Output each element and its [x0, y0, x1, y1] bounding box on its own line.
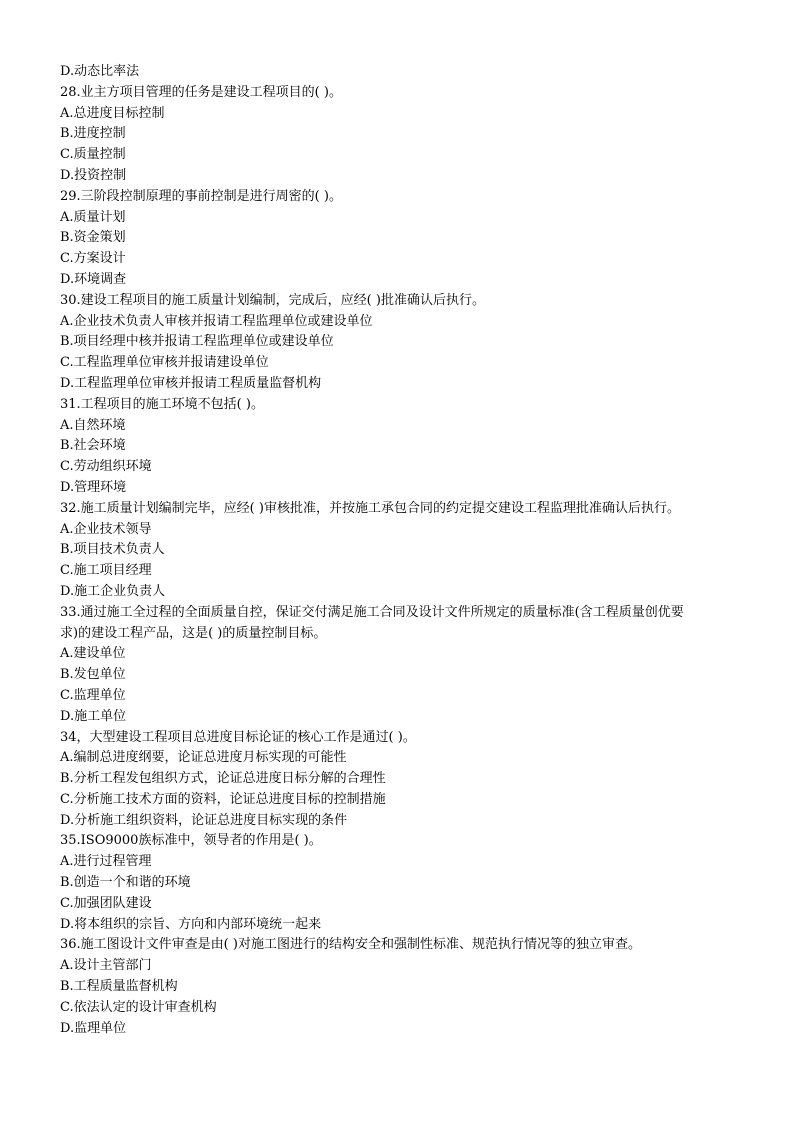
- option-line: B.分析工程发包组织方式，论证总进度日标分解的合理性: [60, 771, 386, 787]
- option-line: B.资金策划: [60, 230, 126, 246]
- option-line: C.监理单位: [60, 687, 126, 703]
- question-line: 30.建设工程项目的施工质量计划编制，完成后，应经( )批准确认后执行。: [60, 292, 485, 308]
- question-line: 32.施工质量计划编制完毕，应经( )审核批准，并按施工承包合同的约定提交建设工程监理批准确认后执行。: [60, 500, 680, 516]
- option-line: C.依法认定的设计审查机构: [60, 999, 217, 1015]
- option-line: B.创造一个和谐的环境: [60, 875, 191, 891]
- option-line: A.自然环境: [60, 417, 126, 433]
- option-line: A.建设单位: [60, 646, 126, 662]
- option-line: D.动态比率法: [60, 64, 140, 79]
- option-line: A.企业技术领导: [60, 521, 152, 537]
- question-line-continued: 求)的建设工程产品，这是( )的质量控制目标。: [60, 625, 327, 641]
- option-line: C.质量控制: [60, 147, 126, 163]
- option-line: D.施工单位: [60, 708, 127, 724]
- option-line: B.项目经理中核并报请工程监理单位或建设单位: [60, 334, 334, 350]
- option-line: A.设计主管部门: [60, 958, 152, 974]
- option-line: A.企业技术负责人审核并报请工程监理单位或建设单位: [60, 313, 373, 329]
- option-line: A.质量计划: [60, 209, 126, 225]
- option-line: A.编制总进度纲要，论证总进度月标实现的可能性: [60, 750, 347, 766]
- option-line: B.工程质量监督机构: [60, 979, 178, 995]
- option-line: D.投资控制: [60, 167, 127, 183]
- option-line: B.社会环境: [60, 438, 126, 454]
- question-line: 31.工程项目的施工环境不包括( )。: [60, 396, 264, 412]
- option-line: B.发包单位: [60, 667, 126, 683]
- option-line: D.管理环境: [60, 479, 127, 495]
- question-line: 35.ISO9000族标准中，领导者的作用是( )。: [60, 833, 322, 849]
- option-line: C.方案设计: [60, 251, 126, 267]
- option-line: B.项目技术负责人: [60, 542, 165, 558]
- option-line: D.将本组织的宗旨、方向和内部环境统一起来: [60, 916, 322, 932]
- question-line: 36.施工图设计文件审查是由( )对施工图进行的结构安全和强制性标准、规范执行情况等的独立审查。: [60, 937, 641, 953]
- question-line: 29.三阶段控制原理的事前控制是进行周密的( )。: [60, 188, 342, 204]
- option-line: C.分析施工技术方面的资料，论证总进度目标的控制措施: [60, 791, 386, 807]
- option-line: D.环境调查: [60, 271, 127, 287]
- option-line: C.劳动组织环境: [60, 459, 152, 475]
- option-line: D.工程监理单位审核并报请工程质量监督机构: [60, 375, 322, 391]
- option-line: C.工程监理单位审核并报请建设单位: [60, 355, 269, 371]
- option-line: D.监理单位: [60, 1020, 127, 1036]
- option-line: C.加强团队建设: [60, 895, 152, 911]
- question-line: 33.通过施工全过程的全面质量自控，保证交付满足施工合同及设计文件所规定的质量标准(含工程质量创优要: [60, 604, 684, 620]
- question-line: 34，大型建设工程项目总进度目标论证的核心工作是通过( )。: [60, 729, 416, 745]
- option-line: C.施工项目经理: [60, 563, 152, 579]
- question-line: 28.业主方项目管理的任务是建设工程项目的( )。: [60, 84, 342, 100]
- option-line: D.施工企业负责人: [60, 583, 166, 599]
- document-page: [60, 62, 740, 1039]
- option-line: D.分析施工组织资料，论证总进度目标实现的条件: [60, 812, 348, 828]
- option-line: B.进度控制: [60, 126, 126, 142]
- option-line: A.进行过程管理: [60, 854, 152, 870]
- option-line: A.总进度目标控制: [60, 105, 165, 121]
